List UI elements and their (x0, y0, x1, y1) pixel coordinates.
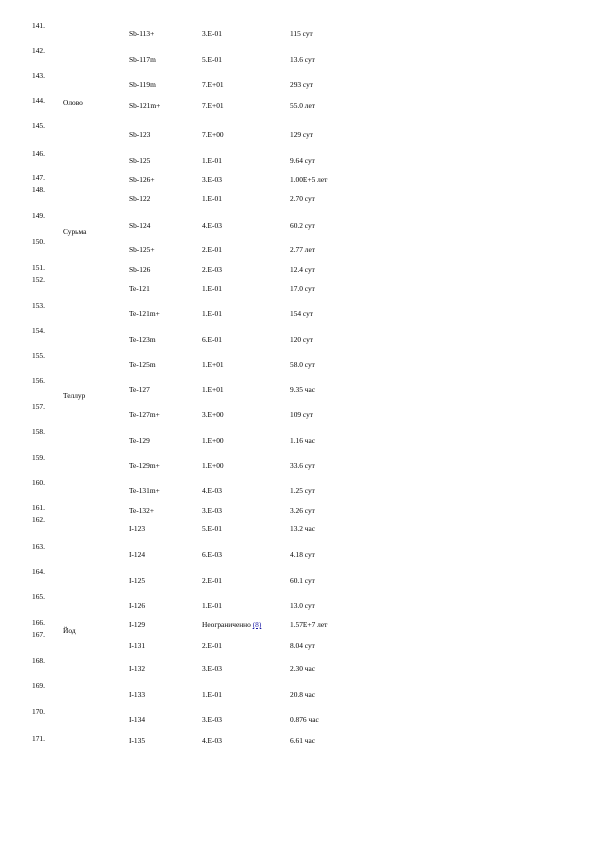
row-number: 159. (32, 453, 45, 462)
row-number: 151. (32, 263, 45, 272)
half-life-cell: 1.00E+5 лет (290, 175, 328, 184)
isotope-cell: Te-121 (129, 284, 150, 293)
row-number: 155. (32, 351, 45, 360)
activity-cell: 2.E-01 (202, 576, 222, 585)
row-number: 143. (32, 71, 45, 80)
activity-cell: 2.E-03 (202, 265, 222, 274)
isotope-cell: Sb-125+ (129, 245, 155, 254)
isotope-cell: I-134 (129, 715, 146, 724)
row-number: 161. (32, 503, 45, 512)
activity-cell: 7.E+01 (202, 80, 224, 89)
half-life-cell: 60.1 сут (290, 576, 315, 585)
half-life-cell: 2.30 час (290, 664, 316, 673)
half-life-cell: 13.0 сут (290, 601, 315, 610)
activity-cell: 7.E+00 (202, 130, 224, 139)
half-life-cell: 9.64 сут (290, 156, 315, 165)
half-life-cell: 154 сут (290, 309, 314, 318)
activity-cell: 6.E-01 (202, 335, 222, 344)
activity-cell: 1.E-01 (202, 601, 222, 610)
row-number: 141. (32, 21, 45, 30)
row-number: 164. (32, 567, 45, 576)
activity-cell: 3.E-03 (202, 664, 222, 673)
isotope-cell: I-123 (129, 524, 146, 533)
activity-cell: 1.E+01 (202, 385, 224, 394)
half-life-cell: 2.70 сут (290, 194, 315, 203)
row-number: 170. (32, 707, 45, 716)
row-number: 153. (32, 301, 45, 310)
activity-cell: 5.E-01 (202, 55, 222, 64)
half-life-cell: 33.6 сут (290, 461, 315, 470)
activity-cell: 2.E-01 (202, 245, 222, 254)
row-number: 156. (32, 376, 45, 385)
element-name: Сурьма (63, 227, 87, 236)
row-number: 167. (32, 630, 45, 639)
isotope-cell: Te-131m+ (129, 486, 160, 495)
isotope-cell: I-135 (129, 736, 146, 745)
isotope-cell: Te-132+ (129, 506, 154, 515)
row-number: 142. (32, 46, 45, 55)
half-life-cell: 17.0 сут (290, 284, 315, 293)
isotope-cell: Sb-122 (129, 194, 151, 203)
isotope-cell: Sb-125 (129, 156, 151, 165)
row-number: 146. (32, 149, 45, 158)
activity-cell: 4.E-03 (202, 221, 222, 230)
isotope-cell: Te-121m+ (129, 309, 160, 318)
isotope-cell: I-131 (129, 641, 146, 650)
half-life-cell: 12.4 сут (290, 265, 315, 274)
activity-cell: 1.E-01 (202, 156, 222, 165)
half-life-cell: 9.35 час (290, 385, 316, 394)
activity-cell: 3.E+00 (202, 410, 224, 419)
isotope-cell: I-133 (129, 690, 146, 699)
activity-cell: 1.E-01 (202, 309, 222, 318)
half-life-cell: 115 сут (290, 29, 313, 38)
row-number: 149. (32, 211, 45, 220)
half-life-cell: 3.26 сут (290, 506, 315, 515)
half-life-cell: 1.16 час (290, 436, 316, 445)
half-life-cell: 55.0 лет (290, 101, 315, 110)
isotope-cell: I-124 (129, 550, 146, 559)
row-number: 158. (32, 427, 45, 436)
activity-cell: 2.E-01 (202, 641, 222, 650)
isotope-cell: Sb-119m (129, 80, 156, 89)
footnote-link[interactable]: (8) (252, 620, 262, 629)
half-life-cell: 1.57E+7 лет (290, 620, 328, 629)
isotope-cell: Sb-124 (129, 221, 151, 230)
element-name: Олово (63, 98, 83, 107)
isotope-cell: Te-129 (129, 436, 150, 445)
half-life-cell: 58.0 сут (290, 360, 315, 369)
activity-cell: 6.E-03 (202, 550, 222, 559)
row-number: 147. (32, 173, 45, 182)
activity-cell: 4.E-03 (202, 486, 222, 495)
activity-cell: 1.E-01 (202, 690, 222, 699)
row-number: 152. (32, 275, 45, 284)
isotope-cell: Sb-126 (129, 265, 151, 274)
half-life-cell: 8.04 сут (290, 641, 315, 650)
half-life-cell: 60.2 сут (290, 221, 315, 230)
activity-cell: 5.E-01 (202, 524, 222, 533)
isotope-cell: Sb-117m (129, 55, 156, 64)
row-number: 157. (32, 402, 45, 411)
half-life-cell: 20.8 час (290, 690, 316, 699)
isotope-cell: I-126 (129, 601, 146, 610)
half-life-cell: 0.876 час (290, 715, 319, 724)
element-name: Йод (63, 626, 76, 635)
isotope-cell: I-129 (129, 620, 146, 629)
row-number: 145. (32, 121, 45, 130)
row-number: 171. (32, 734, 45, 743)
activity-cell: 4.E-03 (202, 736, 222, 745)
row-number: 144. (32, 96, 45, 105)
half-life-cell: 2.77 лет (290, 245, 315, 254)
row-number: 163. (32, 542, 45, 551)
row-number: 150. (32, 237, 45, 246)
activity-cell: 1.E-01 (202, 194, 222, 203)
activity-text: Неограниченно (202, 620, 251, 629)
half-life-cell: 120 сут (290, 335, 314, 344)
half-life-cell: 4.18 сут (290, 550, 315, 559)
isotope-cell: Sb-121m+ (129, 101, 161, 110)
half-life-cell: 13.2 час (290, 524, 316, 533)
half-life-cell: 6.61 час (290, 736, 316, 745)
isotope-cell: Sb-126+ (129, 175, 155, 184)
row-number: 160. (32, 478, 45, 487)
activity-cell: 7.E+01 (202, 101, 224, 110)
activity-cell: 1.E+01 (202, 360, 224, 369)
isotope-cell: Te-127m+ (129, 410, 160, 419)
isotope-cell: I-132 (129, 664, 146, 673)
row-number: 165. (32, 592, 45, 601)
half-life-cell: 293 сут (290, 80, 314, 89)
half-life-cell: 13.6 сут (290, 55, 315, 64)
activity-cell: 3.E-03 (202, 715, 222, 724)
activity-cell (202, 621, 261, 628)
isotope-cell: Sb-123 (129, 130, 151, 139)
isotope-cell: I-125 (129, 576, 146, 585)
row-number: 162. (32, 515, 45, 524)
activity-cell: 1.E-01 (202, 284, 222, 293)
isotope-cell: Te-125m (129, 360, 156, 369)
isotope-cell: Sb-113+ (129, 29, 155, 38)
half-life-cell: 129 сут (290, 130, 314, 139)
half-life-cell: 109 сут (290, 410, 314, 419)
isotope-cell: Te-123m (129, 335, 156, 344)
isotope-cell: Te-129m+ (129, 461, 160, 470)
activity-cell: 1.E+00 (202, 461, 224, 470)
isotope-cell: Te-127 (129, 385, 150, 394)
row-number: 166. (32, 618, 45, 627)
row-number: 169. (32, 681, 45, 690)
row-number: 148. (32, 185, 45, 194)
activity-cell: 3.E-03 (202, 175, 222, 184)
activity-cell: 1.E+00 (202, 436, 224, 445)
row-number: 154. (32, 326, 45, 335)
half-life-cell: 1.25 сут (290, 486, 315, 495)
activity-cell: 3.E-01 (202, 29, 222, 38)
activity-cell: 3.E-03 (202, 506, 222, 515)
element-name: Теллур (63, 391, 86, 400)
row-number: 168. (32, 656, 45, 665)
